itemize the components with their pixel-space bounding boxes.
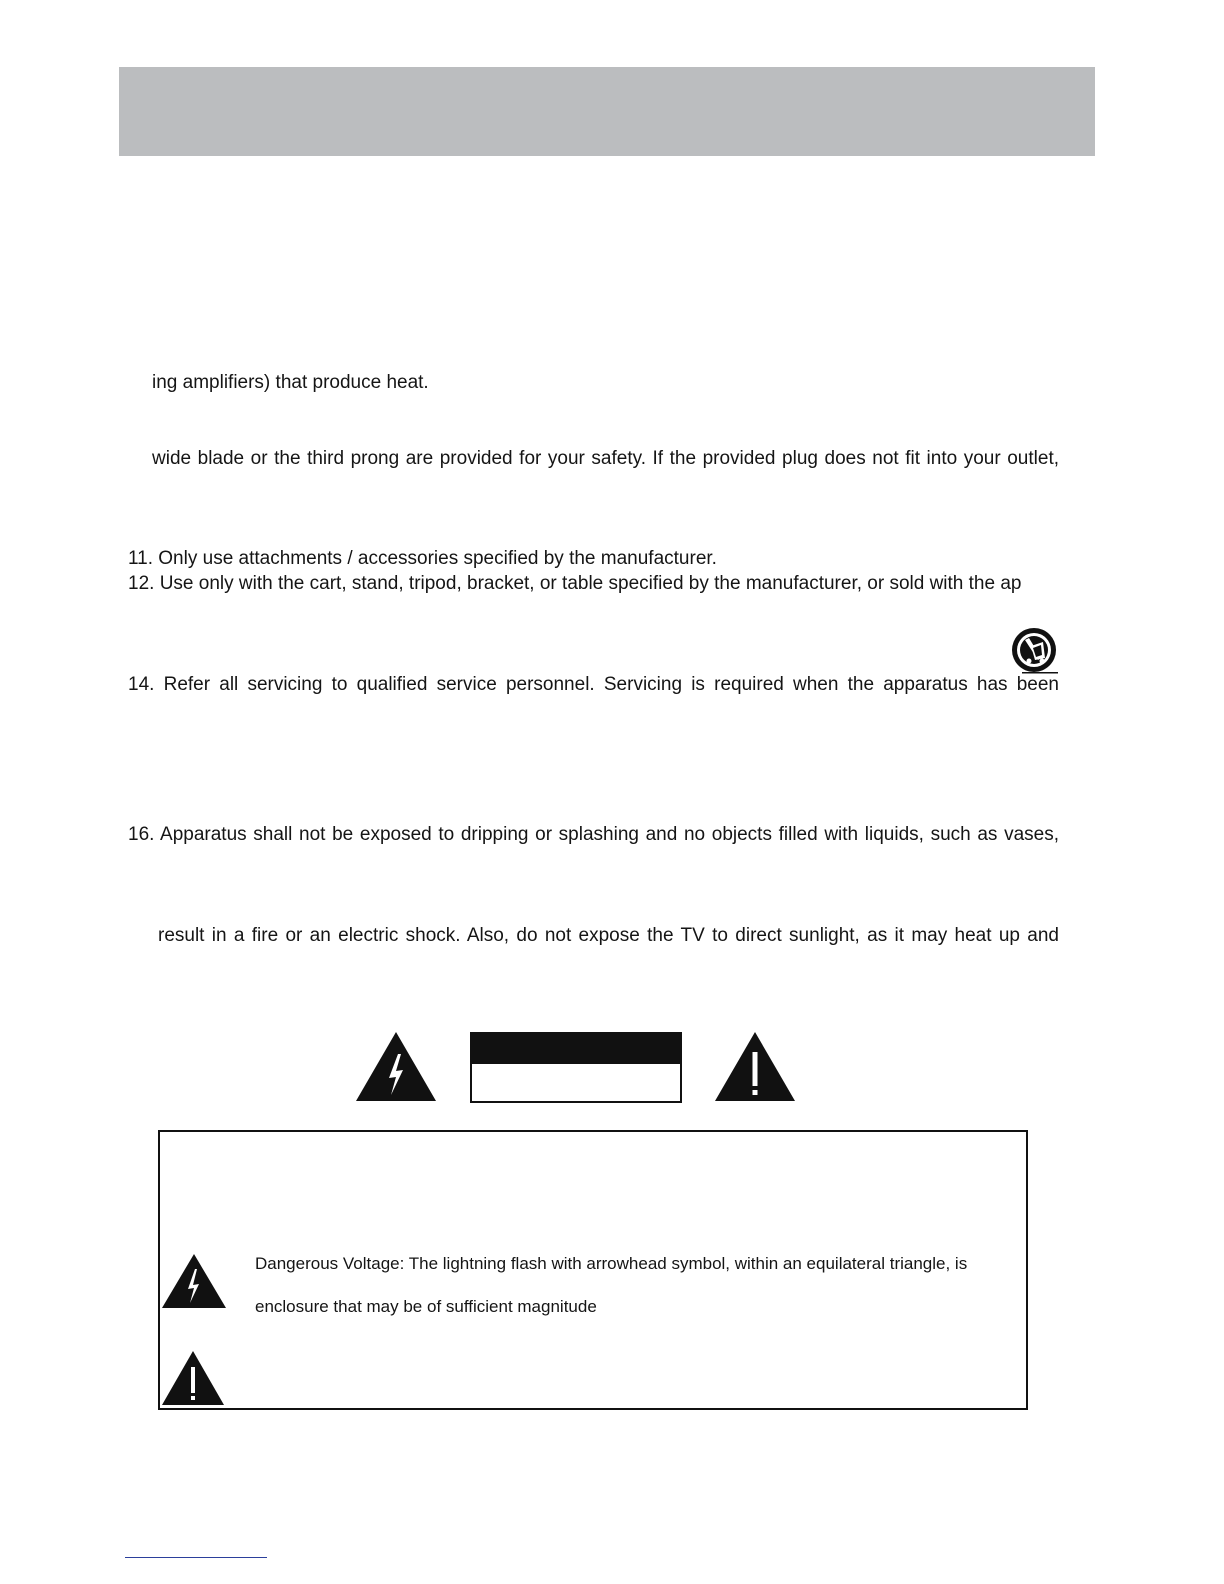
- cart-tip-over-warning-icon: [1009, 626, 1061, 678]
- text-line-item-12: 12. Use only with the cart, stand, tripod, bracket, or table specified by the manufacturer, or sold with the ap: [128, 573, 1022, 594]
- caution-label-box: [470, 1032, 682, 1103]
- dangerous-voltage-text-cont: enclosure that may be of sufficient magnitude: [255, 1297, 597, 1316]
- dangerous-voltage-text: Dangerous Voltage: The lightning flash with arrowhead symbol, within an equilateral triangle, is: [255, 1254, 968, 1273]
- header-band: [119, 67, 1095, 156]
- text-line-item-16: 16. Apparatus shall not be exposed to dripping or splashing and no objects filled with liquids, such as vases,: [128, 824, 1059, 845]
- text-line-plug: wide blade or the third prong are provided for your safety. If the provided plug does not fit into your outlet,: [152, 448, 1059, 469]
- footer-rule: [125, 1557, 267, 1558]
- lightning-triangle-icon: [356, 1032, 436, 1101]
- caution-label-bar: [472, 1034, 680, 1064]
- exclamation-triangle-icon: [715, 1032, 795, 1101]
- text-line-heat: ing amplifiers) that produce heat.: [152, 372, 429, 393]
- exclamation-triangle-icon: [162, 1351, 224, 1405]
- text-line-item-11: 11. Only use attachments / accessories specified by the manufacturer.: [128, 548, 717, 569]
- symbol-explanation-box: [158, 1130, 1028, 1410]
- lightning-triangle-icon: [162, 1254, 226, 1308]
- text-line-sunlight: result in a fire or an electric shock. Also, do not expose the TV to direct sunlight, as it may heat up and: [158, 925, 1059, 946]
- text-line-item-14: 14. Refer all servicing to qualified service personnel. Servicing is required when the apparatus has been: [128, 674, 1059, 695]
